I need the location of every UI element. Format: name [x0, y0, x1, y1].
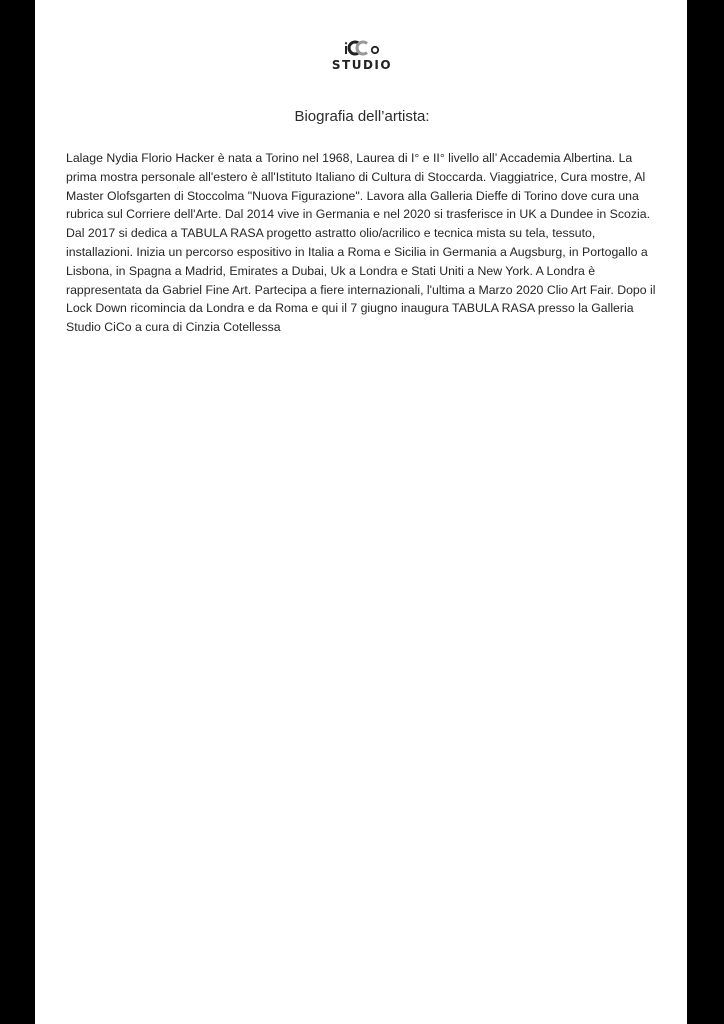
- cico-logo-icon: [342, 38, 382, 58]
- page-title: Biografia dell’artista:: [294, 108, 430, 125]
- studio-logo: [0, 38, 724, 72]
- logo-wordmark: STUDIO: [331, 58, 393, 72]
- biography-paragraph: Lalage Nydia Florio Hacker è nata a Torino nel 1968, Laurea di I° e II° livello all’ Accademia Albertina. La prima mostra personale all'estero è all'Istituto Italiano di Cultura di Stoccarda. Viaggiatrice, Cura mostre, Al Master Olofsgarten di Stoccolma "Nuova Figurazione". Lavora alla Galleria Dieffe di Torino dove cura una rubrica sul Corriere dell'Arte. Dal 2014 vive in Germania e nel 2020 si trasferisce in UK a Dundee in Scozia. Dal 2017 si dedica a TABULA RASA progetto astratto olio/acrilico e tecnica mista su tela, tessuto, installazioni. Inizia un percorso espositivo in Italia a Roma e Sicilia in Germania a Augsburg, in Portogallo a Lisbona, in Spagna a Madrid, Emirates a Dubai, Uk a Londra e Stati Uniti a New York. A Londra è rappresentata da Gabriel Fine Art. Partecipa a fiere internazionali, l'ultima a Marzo 2020 Clio Art Fair. Dopo il Lock Down ricomincia da Londra e da Roma e qui il 7 giugno inaugura TABULA RASA presso la Galleria Studio CiCo a cura di Cinzia Cotellessa: [66, 151, 656, 335]
